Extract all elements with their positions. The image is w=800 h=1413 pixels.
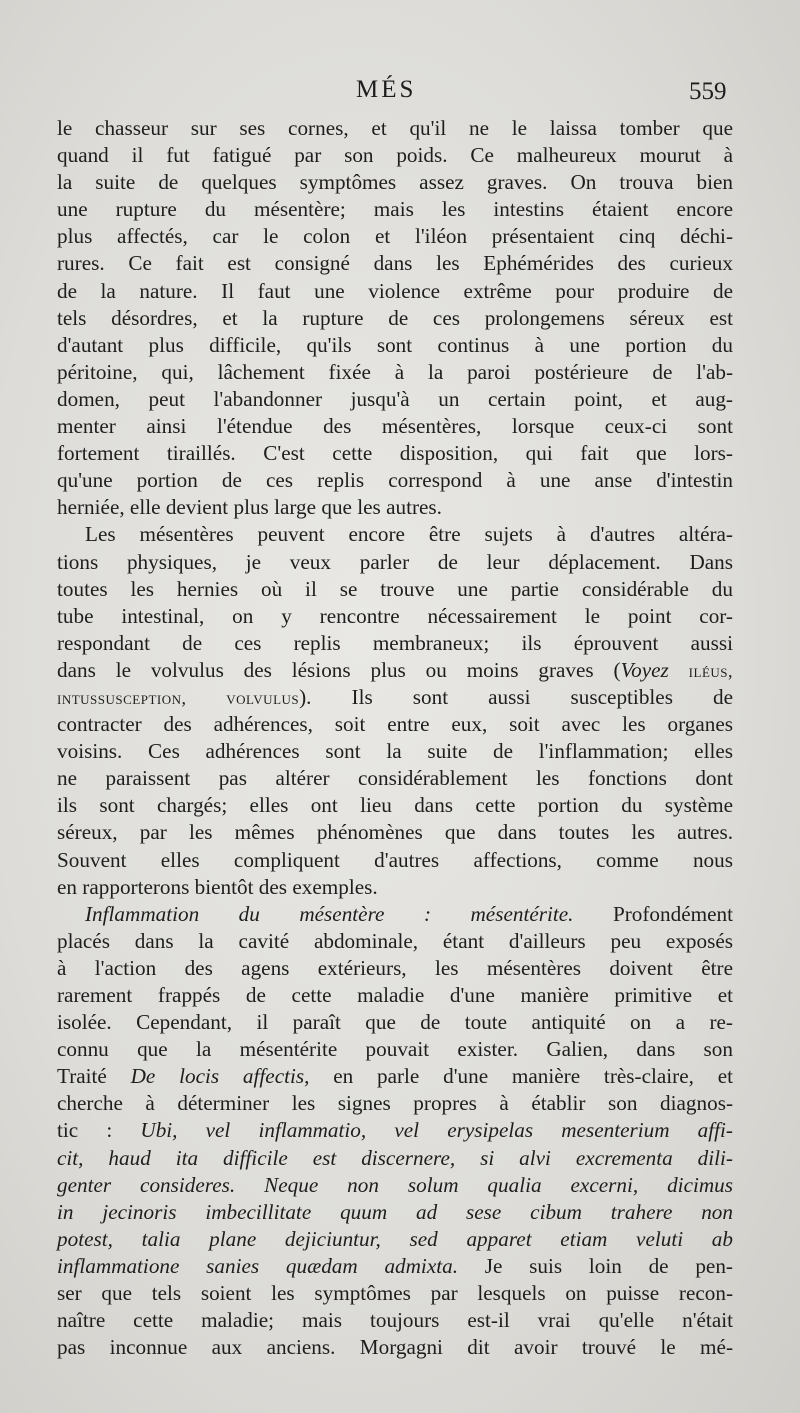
small-caps-run: intussusception, volvulus bbox=[57, 687, 300, 708]
section-heading: Inflammation du mésentère : mésentérite. bbox=[85, 901, 574, 926]
italic-run: De locis affectis bbox=[130, 1064, 305, 1089]
text-line: respondant de ces replis membraneux; ils éprouvent aussi bbox=[57, 630, 733, 655]
text-line: isolée. Cependant, il paraît que de toute antiquité on a re- bbox=[57, 1010, 733, 1035]
italic-run: Voyez bbox=[620, 657, 669, 682]
text-line-mixed bbox=[57, 1253, 733, 1280]
text-line: en rapporterons bientôt des exemples. bbox=[57, 874, 378, 899]
text-line: tels désordres, et la rupture de ces prolongemens séreux est bbox=[57, 305, 733, 330]
text-line: rarement frappés de cette maladie d'une manière primitive et bbox=[57, 983, 733, 1007]
text-line: tions physiques, je veux parler de leur déplacement. Dans bbox=[57, 549, 733, 574]
text-line: une rupture du mésentère; mais les intestins étaient encore bbox=[57, 197, 733, 222]
text-line: à l'action des agens extérieurs, les mésentères doivent être bbox=[57, 955, 733, 980]
text-line: herniée, elle devient plus large que les autres. bbox=[57, 495, 442, 520]
text-line: cherche à déterminer les signes propres à établir son diagnos- bbox=[57, 1091, 733, 1116]
text-line: séreux, par les mêmes phénomènes que dans toutes les autres. bbox=[57, 820, 733, 845]
text-line: la suite de quelques symptômes assez graves. On trouva bien bbox=[57, 170, 733, 195]
text-line-mixed bbox=[57, 1117, 733, 1144]
body-text bbox=[57, 115, 733, 1361]
text-line: rures. Ce fait est consigné dans les Ephémérides des curieux bbox=[57, 251, 733, 276]
text-line-mixed bbox=[57, 901, 733, 928]
text-line: toutes les hernies où il se trouve une partie considérable du bbox=[57, 576, 733, 601]
text-line: contracter des adhérences, soit entre eux, soit avec les organes bbox=[57, 712, 733, 737]
text-line: menter ainsi l'étendue des mésentères, lorsque ceux-ci sont bbox=[57, 414, 733, 439]
text-line: ne paraissent pas altérer considérablement les fonctions dont bbox=[57, 766, 733, 791]
text-line-italic: genter consideres. Neque non solum qualia excerni, dicimus bbox=[57, 1172, 733, 1197]
text-line-italic: cit, haud ita difficile est discernere, si alvi excrementa dili- bbox=[57, 1145, 733, 1170]
text-line: péritoine, qui, lâchement fixée à la paroi postérieure de l'ab- bbox=[57, 359, 733, 384]
text-line-mixed bbox=[57, 684, 733, 711]
text-run: , en parle d'une manière très-claire, et bbox=[304, 1064, 733, 1089]
text-line: le chasseur sur ses cornes, et qu'il ne le laissa tomber que bbox=[57, 116, 733, 140]
text-line: tube intestinal, on y rencontre nécessairement le point cor- bbox=[57, 603, 733, 628]
text-run: Traité bbox=[57, 1064, 131, 1089]
text-line: Les mésentères peuvent encore être sujets à d'autres altéra- bbox=[85, 522, 733, 547]
text-line: quand il fut fatigué par son poids. Ce malheureux mourut à bbox=[57, 143, 733, 168]
text-line-mixed bbox=[57, 1063, 733, 1090]
text-line: naître cette maladie; mais toujours est-il vrai qu'elle n'était bbox=[57, 1308, 733, 1333]
text-line: de la nature. Il faut une violence extrême pour produire de bbox=[57, 278, 733, 303]
text-line: placés dans la cavité abdominale, étant d'ailleurs peu exposés bbox=[57, 928, 733, 953]
text-line: plus affectés, car le colon et l'iléon présentaient cinq déchi- bbox=[57, 224, 733, 249]
text-line: Souvent elles compliquent d'autres affections, comme nous bbox=[57, 847, 733, 872]
small-caps-run: iléus, bbox=[688, 660, 734, 681]
text-run: dans le volvulus des lésions plus ou moins graves ( bbox=[57, 657, 621, 682]
italic-run: inflammatione sanies quædam admixta. bbox=[57, 1253, 458, 1278]
text-run: Je suis loin de pen- bbox=[458, 1253, 733, 1278]
text-run: ). Ils sont aussi susceptibles de bbox=[299, 684, 733, 709]
text-line: d'autant plus difficile, qu'ils sont continus à une portion du bbox=[57, 332, 733, 357]
running-head: MÉS bbox=[356, 76, 417, 103]
page-number: 559 bbox=[689, 78, 727, 105]
text-line: connu que la mésentérite pouvait exister. Galien, dans son bbox=[57, 1037, 733, 1062]
italic-run: Ubi, vel inflammatio, vel erysipelas mesenterium affi- bbox=[140, 1118, 733, 1143]
text-line: fortement tiraillés. C'est cette disposition, qui fait que lors- bbox=[57, 441, 733, 466]
text-line: voisins. Ces adhérences sont la suite de l'inflammation; elles bbox=[57, 739, 733, 764]
text-line-italic: potest, talia plane dejiciuntur, sed apparet etiam veluti ab bbox=[57, 1226, 733, 1251]
text-line: ser que tels soient les symptômes par lesquels on puisse recon- bbox=[57, 1281, 733, 1306]
text-run: Profondément bbox=[573, 901, 733, 926]
text-line-italic: in jecinoris imbecillitate quum ad sese cibum trahere non bbox=[57, 1199, 733, 1224]
text-line-mixed bbox=[57, 657, 733, 684]
text-line: qu'une portion de ces replis correspond à une anse d'intestin bbox=[57, 468, 733, 493]
text-line: pas inconnue aux anciens. Morgagni dit avoir trouvé le mé- bbox=[57, 1335, 733, 1360]
text-line: ils sont chargés; elles ont lieu dans cette portion du système bbox=[57, 793, 733, 818]
text-line: domen, peut l'abandonner jusqu'à un certain point, et aug- bbox=[57, 386, 733, 411]
text-run: tic : bbox=[57, 1118, 141, 1143]
page-header bbox=[0, 76, 800, 110]
